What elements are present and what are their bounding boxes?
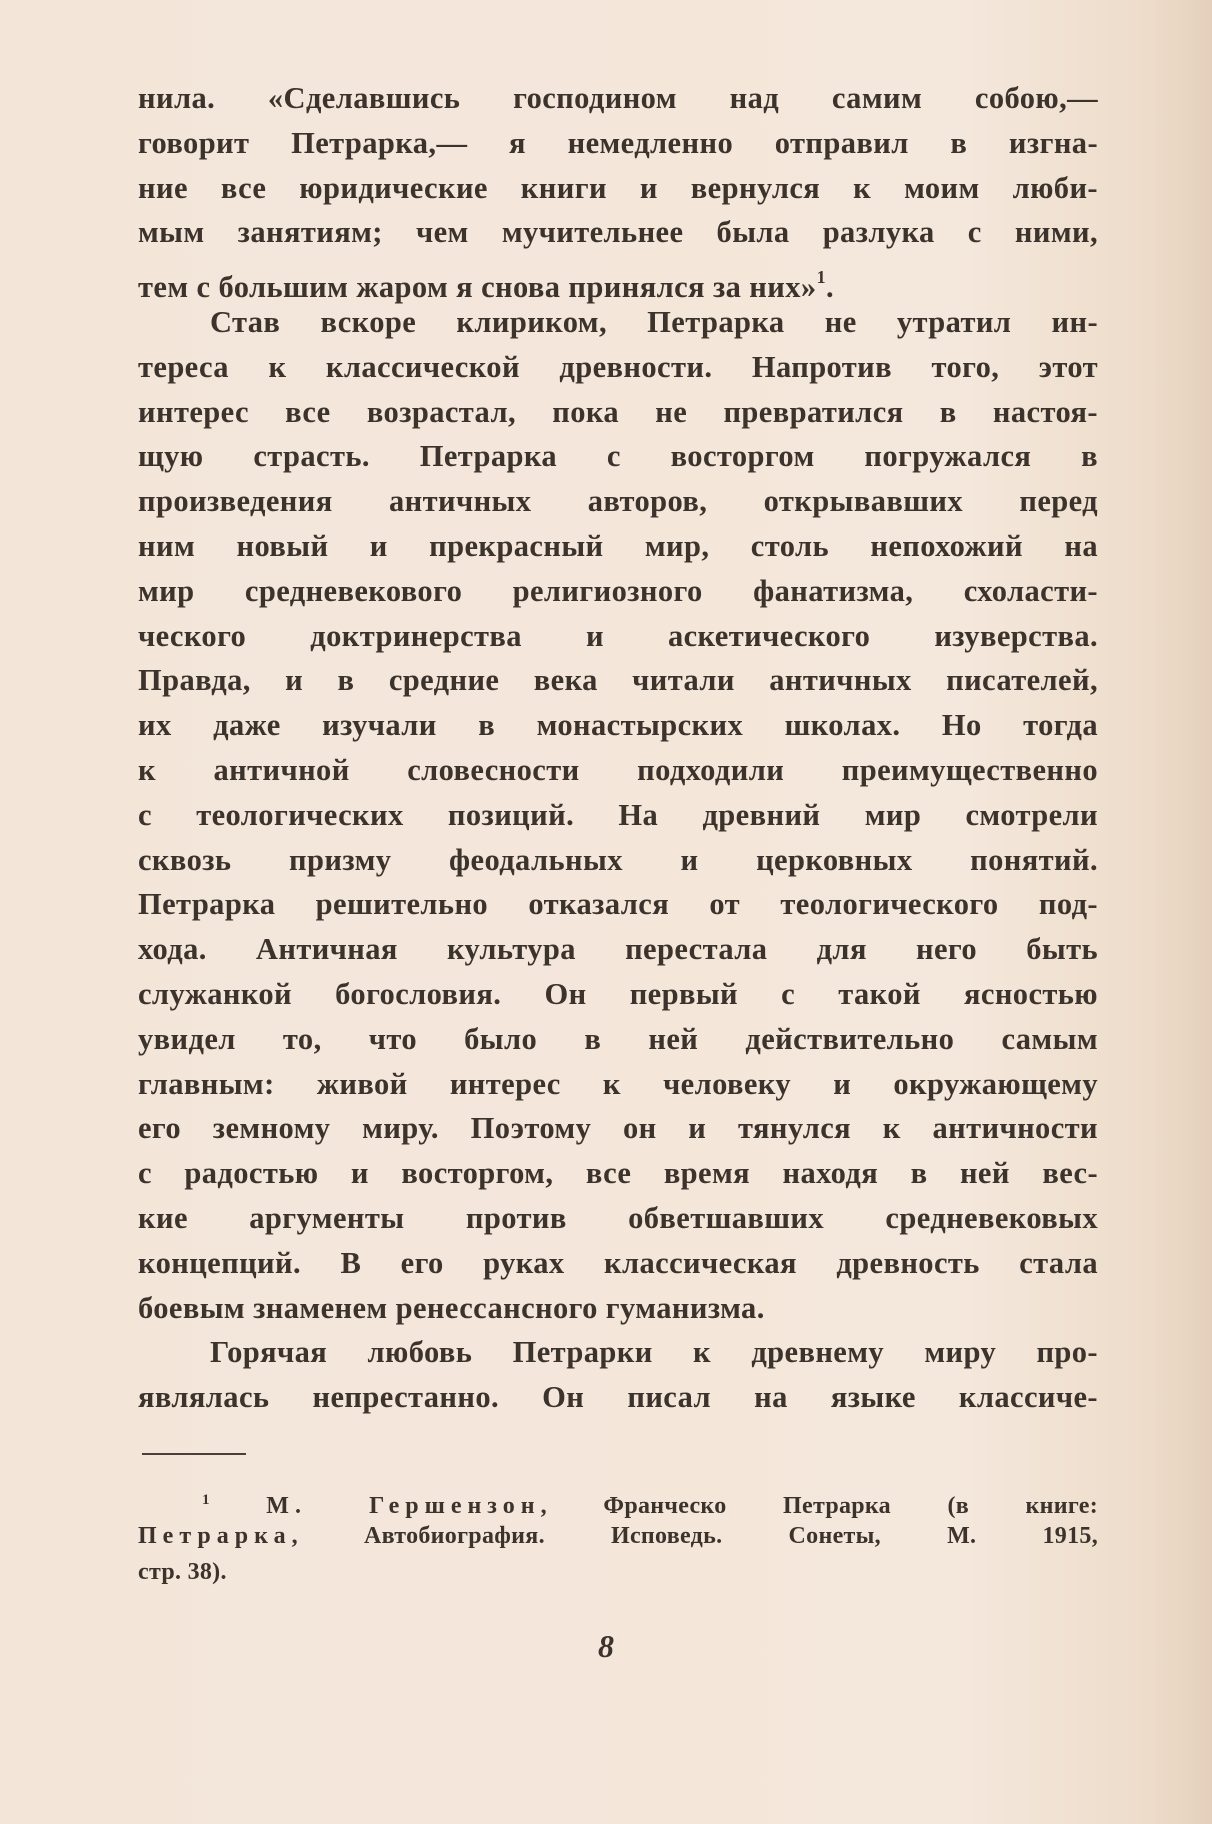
footnote-reference[interactable]: 1 [816,267,826,288]
footnote-line [138,1482,1098,1518]
text-line: щую страсть. Петрарка с восторгом погружался в [138,439,1098,474]
text-line: с теологических позиций. На древний мир смотрели [138,797,1098,832]
text-line: их даже изучали в монастырских школах. Но тогда [138,708,1098,743]
text-line: говорит Петрарка,— я немедленно отправил в изгна- [138,125,1098,160]
text-line: произведения античных авторов, открывавших перед [138,484,1098,519]
text-line: ческого доктринерства и аскетического изуверства. [138,618,1098,653]
footnote [138,1482,1098,1590]
footnote-book-author: Петрарка [138,1523,292,1549]
text-line: Правда, и в средние века читали античных писателей, [138,663,1098,698]
footnote-line [138,1518,1098,1554]
footnote-text: , Автобиография. Исповедь. Сонеты, М. 1915, [291,1523,1098,1549]
footnote-divider [142,1453,246,1455]
main-text [138,76,1098,1420]
text-line: его земному миру. Поэтому он и тянулся к античности [138,1111,1098,1146]
text-line: ние все юридические книги и вернулся к моим люби- [138,170,1098,205]
text-line: являлась непрестанно. Он писал на языке классиче- [138,1380,1098,1415]
text-line: с радостью и восторгом, все время находя в ней вес- [138,1156,1098,1191]
text-line: нила. «Сделавшись господином над самим собою,— [138,81,1098,115]
footnote-text: , Франческо Петрарка (в книге: [540,1493,1098,1519]
footnote-marker: 1 [202,1492,210,1508]
text-line: концепций. В его руках классическая древность стала [138,1245,1098,1280]
text-line: главным: живой интерес к человеку и окружающему [138,1066,1098,1101]
text-line: интерес все возрастал, пока не превратился в настоя- [138,394,1098,429]
text-line: тем с большим жаром я снова принялся за них»$^1$. [138,267,834,305]
text-line: увидел то, что было в ней действительно самым [138,1021,1098,1056]
text-line: служанкой богословия. Он первый с такой ясностью [138,976,1098,1011]
text-line: к античной словесности подходили преимущественно [138,752,1098,787]
paragraph-start-line: Став вскоре клириком, Петрарка не утратил ин- [210,304,1098,339]
text-line: боевым знаменем ренессансного гуманизма. [138,1290,765,1325]
text-line: мым занятиям; чем мучительнее была разлука с ними, [138,215,1098,250]
footnote-line: стр. 38). [138,1559,227,1585]
text-line: Петрарка решительно отказался от теологического под- [138,887,1098,922]
text-line: мир средневекового религиозного фанатизма, схоласти- [138,573,1098,608]
text-line: ним новый и прекрасный мир, столь непохожий на [138,528,1098,563]
text-line: кие аргументы против обветшавших средневековых [138,1200,1098,1235]
page-number: 8 [598,1628,614,1664]
text-line: тереса к классической древности. Напротив того, этот [138,349,1098,384]
text-line: хода. Античная культура перестала для него быть [138,932,1098,967]
text-line-content: тем с большим жаром я снова принялся за них» [138,270,817,305]
footnote-author: М. Гершензон [266,1493,541,1519]
paragraph-start-line: Горячая любовь Петрарки к древнему миру про- [210,1335,1098,1370]
text-line: сквозь призму феодальных и церковных понятий. [138,842,1098,877]
